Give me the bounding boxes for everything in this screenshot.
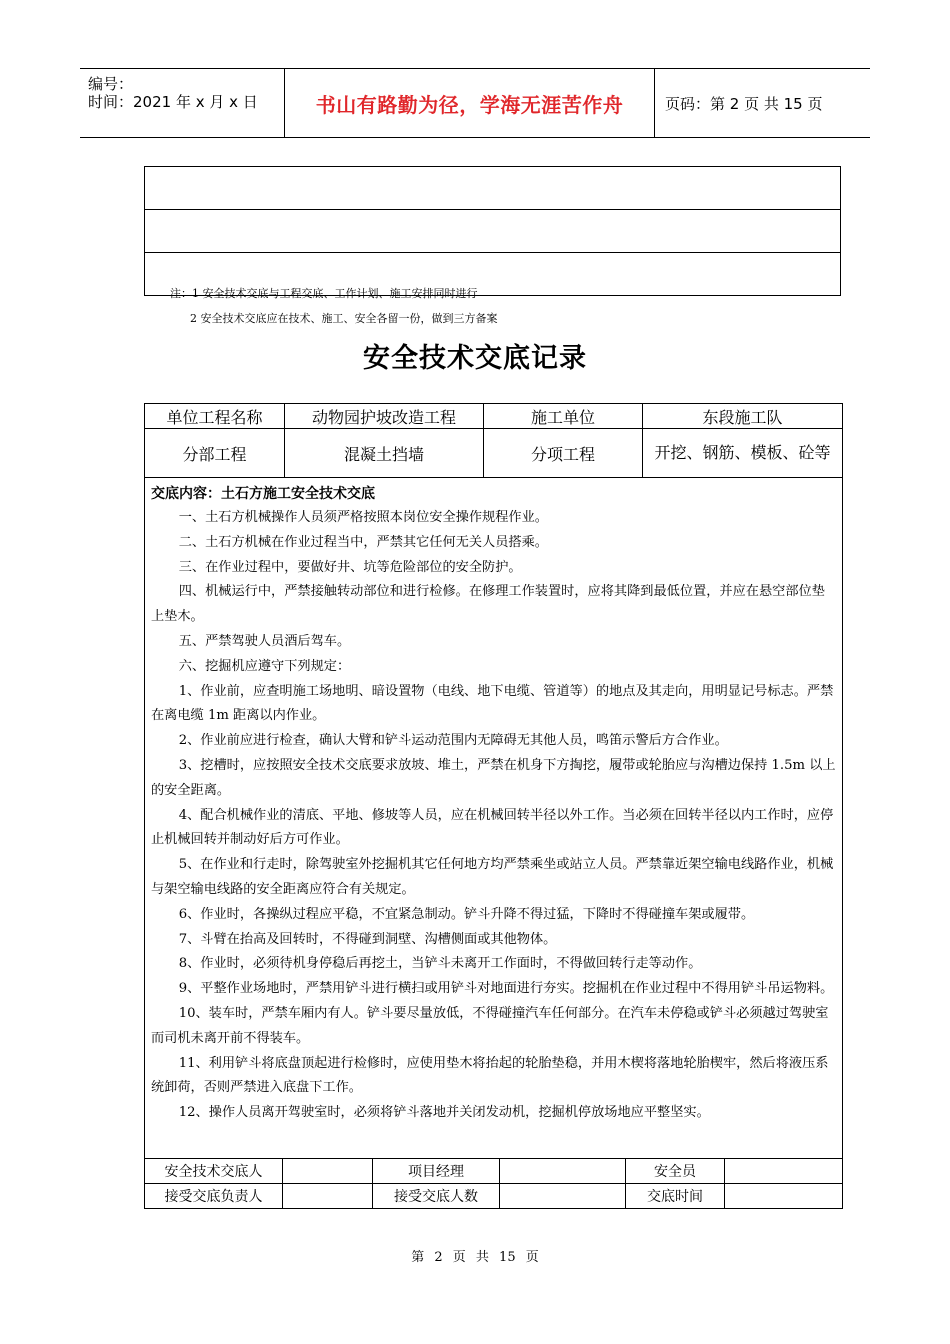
content-paragraph: 四、机械运行中，严禁接触转动部位和进行检修。在修理工作装置时，应将其降到最低位置，并应在悬空部位垫上垫木。 <box>151 584 825 625</box>
header-motto: 书山有路勤为径，学海无涯苦作舟 <box>315 92 624 117</box>
content-paragraph: 11、利用铲斗将底盘顶起进行检修时，应使用垫木将抬起的轮胎垫稳，并用木楔将落地轮胎楔牢，然后将液压系统卸荷，否则严禁进入底盘下工作。 <box>151 1055 829 1096</box>
unit-project-value: 动物园护坡改造工程 <box>285 404 484 429</box>
content-paragraph: 8、作业时，必须待机身停稳后再挖土，当铲斗未离开工作面时，不得做回转行走等动作。 <box>178 956 702 972</box>
content-paragraph: 三、在作业过程中，要做好井、坑等危险部位的安全防护。 <box>178 559 522 575</box>
content-paragraph: 二、土石方机械在作业过程当中，严禁其它任何无关人员搭乘。 <box>178 534 548 550</box>
safety-tech-person-label: 安全技术交底人 <box>145 1159 283 1184</box>
content-paragraph: 3、挖槽时，应按照安全技术交底要求放坡、堆土，严禁在机身下方掏挖，履带或轮胎应与沟槽边保持 1.5m 以上的安全距离。 <box>151 757 836 798</box>
blank-row <box>145 210 841 253</box>
safety-tech-person-value[interactable] <box>283 1159 373 1184</box>
content-paragraph: 2、作业前应进行检查，确认大臂和铲斗运动范围内无障碍无其他人员，鸣笛示警后方合作业。 <box>178 733 728 749</box>
project-manager-label: 项目经理 <box>373 1159 500 1184</box>
content-paragraph: 6、作业时，各操纵过程应平稳，不宜紧急制动。铲斗升降不得过猛，下降时不得碰撞车架或履带。 <box>178 906 755 922</box>
content-paragraph: 7、斗臂在抬高及回转时，不得碰到洞壁、沟槽侧面或其他物体。 <box>178 931 557 947</box>
content-heading: 交底内容：土石方施工安全技术交底 <box>151 486 375 502</box>
content-cell <box>145 478 843 1159</box>
receiver-count-label: 接受交底人数 <box>373 1184 500 1209</box>
content-paragraph: 一、土石方机械操作人员须严格按照本岗位安全操作规程作业。 <box>178 510 548 525</box>
handover-time-value[interactable] <box>725 1184 843 1209</box>
sub-project-label: 分部工程 <box>145 429 285 478</box>
receiver-leader-value[interactable] <box>283 1184 373 1209</box>
construction-unit-value: 东段施工队 <box>643 404 843 429</box>
receiver-count-value[interactable] <box>500 1184 626 1209</box>
content-paragraph: 五、严禁驾驶人员酒后驾车。 <box>178 633 351 649</box>
item-project-value: 开挖、钢筋、模板、砼等 <box>643 429 843 478</box>
page-footer: 第 2 页 共 15 页 <box>411 1250 539 1265</box>
blank-rows-table <box>144 166 841 296</box>
project-manager-value[interactable] <box>500 1159 626 1184</box>
header-page-cell <box>655 69 870 137</box>
note-2: 2 安全技术交底应在技术、施工、安全各留一份，做到三方备案 <box>190 312 498 325</box>
receiver-leader-label: 接受交底负责人 <box>145 1184 283 1209</box>
record-table <box>144 403 843 1159</box>
note-1: 注：1 安全技术交底与工程交底、工作计划、施工安排同时进行 <box>170 287 478 300</box>
signature-table <box>144 1158 843 1209</box>
content-paragraph: 5、在作业和行走时，除驾驶室外挖掘机其它任何地方均严禁乘坐或站立人员。严禁靠近架空输电线路作业，机械与架空输电线路的安全距离应符合有关规定。 <box>151 857 834 897</box>
sub-project-value: 混凝土挡墙 <box>285 429 484 478</box>
handover-time-label: 交底时间 <box>626 1184 725 1209</box>
document-number-label: 编号： <box>88 75 134 93</box>
header-motto-cell <box>285 69 655 137</box>
record-title: 安全技术交底记录 <box>363 343 587 374</box>
content-paragraph: 10、装车时，严禁车厢内有人。铲斗要尽量放低，不得碰撞汽车任何部分。在汽车未停稳或铲斗必须越过驾驶室而司机未离开前不得装车。 <box>151 1005 829 1046</box>
header-page-info: 页码：第 2 页 共 15 页 <box>665 94 823 113</box>
content-paragraph: 12、操作人员离开驾驶室时，必须将铲斗落地并关闭发动机，挖掘机停放场地应平整坚实。 <box>178 1105 710 1121</box>
content-paragraph: 9、平整作业场地时，严禁用铲斗进行横扫或用铲斗对地面进行夯实。挖掘机在作业过程中不得用铲斗吊运物料。 <box>178 981 834 997</box>
construction-unit-label: 施工单位 <box>484 404 643 429</box>
page-header <box>80 68 870 138</box>
safety-officer-label: 安全员 <box>626 1159 725 1184</box>
content-paragraph: 4、配合机械作业的清底、平地、修坡等人员，应在机械回转半径以外工作。当必须在回转半径以内工作时，应停止机械回转并制动好后方可作业。 <box>151 807 834 848</box>
safety-officer-value[interactable] <box>725 1159 843 1184</box>
unit-project-label: 单位工程名称 <box>145 404 285 429</box>
header-meta-cell <box>80 69 285 137</box>
item-project-label: 分项工程 <box>484 429 643 478</box>
blank-row <box>145 167 841 210</box>
document-date: 时间：2021 年 x 月 x 日 <box>88 93 258 111</box>
content-paragraph: 六、挖掘机应遵守下列规定： <box>178 658 351 674</box>
content-paragraph: 1、作业前，应查明施工场地明、暗设置物（电线、地下电缆、管道等）的地点及其走向，用明显记号标志。严禁在离电缆 1m 距离以内作业。 <box>151 683 834 724</box>
